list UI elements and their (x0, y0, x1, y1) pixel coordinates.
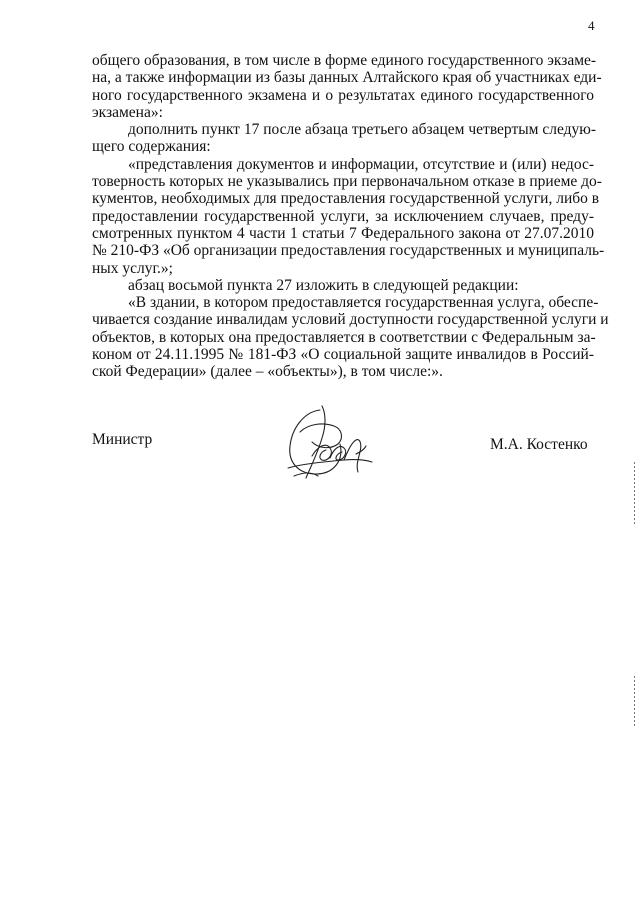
text-line: щего содержания: (92, 138, 211, 156)
text-line: смотренных пунктом 4 части 1 статьи 7 Федерального закона от 27.07.2010 (92, 224, 594, 242)
text-line: объектов, в которых она предоставляется в соответствии с Федеральным за- (92, 328, 596, 346)
text-line: кументов, необходимых для предоставления государственной услуги, либо в (92, 190, 600, 208)
text-line: товерность которых не указывались при первоначальном отказе в приеме до- (92, 173, 602, 191)
document-body (92, 52, 609, 381)
text-line: общего образования, в том числе в форме единого государственного экзаме- (92, 52, 597, 69)
signer-name: М.А. Костенко (490, 436, 588, 453)
text-line: абзац восьмой пункта 27 изложить в следующей редакции: (128, 276, 519, 294)
text-line: ской Федерации» (далее – «объекты»), в том числе:». (92, 363, 443, 381)
handwritten-signature (282, 402, 378, 484)
signer-title: Министр (92, 431, 153, 448)
text-line: «представления документов и информации, отсутствие и (или) недос- (128, 155, 594, 173)
text-line: «В здании, в котором предоставляется государственная услуга, обеспе- (128, 294, 599, 312)
text-line: № 210-ФЗ «Об организации предоставления государственных и муниципаль- (92, 242, 605, 260)
text-line: экзамена»: (92, 103, 163, 121)
text-line: на, а также информации из базы данных Алтайского края об участниках еди- (92, 69, 602, 87)
text-line: коном от 24.11.1995 № 181-ФЗ «О социальной защите инвалидов в Россий- (92, 346, 594, 364)
text-line: чивается создание инвалидам условий доступности государственной услуги и (92, 311, 609, 329)
edge-scan-mark-upper (634, 462, 635, 526)
text-line: дополнить пункт 17 после абзаца третьего абзацем четвертым следую- (128, 121, 597, 139)
text-line: предоставлении государственной услуги, за исключением случаев, преду- (92, 207, 594, 225)
page-number: 4 (588, 18, 595, 33)
text-line: ных услуг.»; (92, 259, 173, 277)
edge-scan-mark-lower (634, 676, 635, 726)
text-line: ного государственного экзамена и о результатах единого государственного (92, 86, 594, 104)
